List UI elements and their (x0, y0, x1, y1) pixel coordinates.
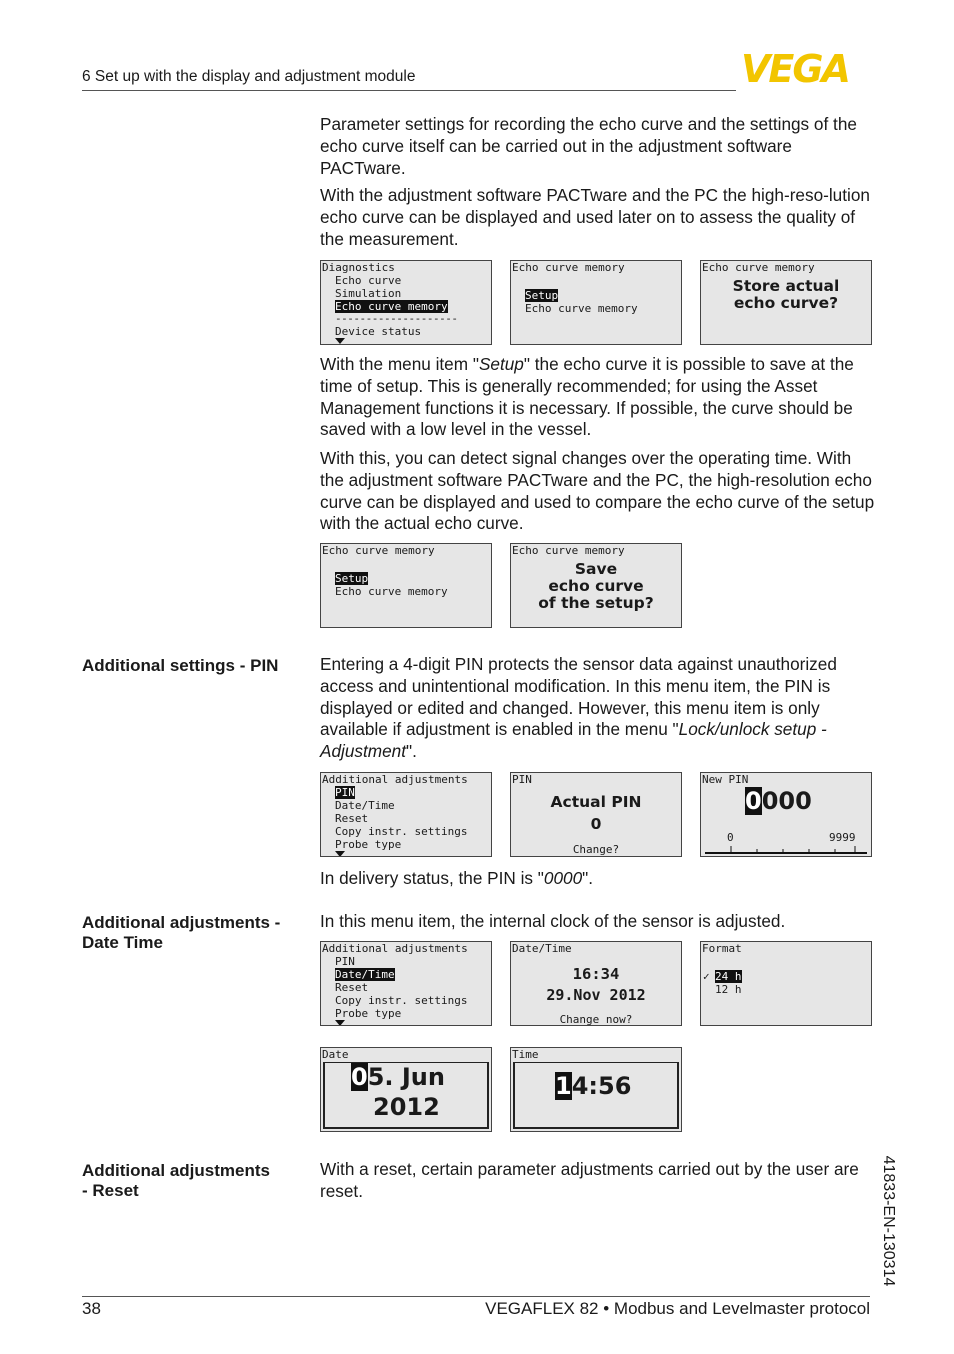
heading-pin: Additional settings - PIN (82, 656, 279, 675)
screen-title: New PIN (702, 773, 749, 786)
paragraph-delivery-pin: In delivery status, the PIN is "0000". (320, 868, 594, 888)
screen-title: Echo curve memory (322, 544, 435, 557)
format-option: 12 h (715, 983, 742, 996)
time-value: 16:34 (572, 965, 620, 983)
screen-title: Format (702, 942, 742, 955)
date-day-month: 05. Jun (351, 1063, 445, 1091)
menu-item: Echo curve memory (525, 302, 638, 315)
menu-item-selected: Echo curve memory (335, 300, 448, 313)
header-rule (82, 90, 736, 91)
screen-title: Echo curve memory (702, 261, 815, 274)
scroll-down-icon (335, 338, 345, 344)
change-prompt: Change? (572, 843, 620, 856)
screen-pin (510, 772, 682, 857)
heading-reset: Additional adjustments - Reset (82, 1161, 270, 1200)
paragraph-setup: With the menu item "Setup" the echo curve it is possible to save at the time of setup. This is generally recommended; for using the Asset Management functions it is necessary. If possible, the curve should be saved with a low level in the vessel. (320, 354, 854, 440)
paragraph-echo-settings: Parameter settings for recording the echo curve and the settings of the echo curve itself can be carried out in the adjustment software PACTware. (320, 114, 857, 178)
screen-date-time (510, 941, 682, 1026)
range-min: 0 (727, 831, 734, 844)
menu-item: Simulation (335, 287, 402, 300)
prompt-line: echo curve? (733, 294, 839, 312)
section-header: 6 Set up with the display and adjustment module (82, 68, 416, 85)
menu-item: PIN (335, 955, 355, 968)
screen-diagnostics (320, 260, 492, 345)
menu-item: Echo curve (335, 274, 402, 287)
format-option-selected: 24 h (715, 970, 742, 983)
product-title: VEGAFLEX 82 • Modbus and Levelmaster protocol (485, 1299, 870, 1318)
screen-title: Time (512, 1048, 539, 1061)
menu-item: Probe type (335, 1007, 402, 1020)
paragraph-signal-changes: With this, you can detect signal changes over the operating time. With the adjustment software PACTware and the PC, the high-resolution echo curve can be displayed and used to compare the echo curve of the setup with the actual echo curve. (320, 448, 875, 534)
screen-title: Echo curve memory (512, 261, 625, 274)
heading-date-time: Additional adjustments - Date Time (82, 913, 281, 952)
screen-date (320, 1047, 492, 1132)
pin-scale (705, 843, 867, 855)
date-year: 2012 (373, 1093, 440, 1121)
menu-item: Reset (335, 812, 369, 825)
svg-text:VEGA: VEGA (741, 52, 849, 84)
prompt-line: Store actual (732, 277, 840, 295)
screen-title: PIN (512, 773, 532, 786)
paragraph-clock: In this menu item, the internal clock of the sensor is adjusted. (320, 911, 786, 931)
date-value: 29.Nov 2012 (546, 986, 646, 1004)
screen-echo-memory (510, 260, 682, 345)
menu-item-selected: Setup (335, 572, 369, 585)
screen-new-pin (700, 772, 872, 857)
screen-title: Diagnostics (322, 261, 395, 274)
pin-value: 0 (590, 815, 602, 833)
change-prompt: Change now? (559, 1013, 633, 1026)
prompt-line: echo curve (548, 577, 644, 595)
paragraph-pin: Entering a 4-digit PIN protects the sensor data against unauthorized access and unintentional modification. In this menu item, the PIN is displayed or edited and changed. However, this menu item is only available if adjustment is enabled in the menu "Lock/unlock setup - Adjustment". (320, 654, 837, 762)
screen-title: Date/Time (512, 942, 572, 955)
document-number: 41833-EN-130314 (880, 1155, 897, 1287)
check-icon: ✓ (703, 970, 710, 983)
range-max: 9999 (829, 831, 856, 844)
paragraph-pactware: With the adjustment software PACTware and the PC the high-reso-lution echo curve can be displayed and used later on to assess the quality of the measurement. (320, 185, 870, 249)
menu-item-selected: PIN (335, 786, 355, 799)
new-pin-value: 0000 (745, 787, 812, 815)
time-value: 14:56 (555, 1072, 632, 1100)
page-number: 38 (82, 1299, 101, 1318)
menu-item: Copy instr. settings (335, 994, 468, 1007)
menu-item: Device status (335, 325, 422, 338)
menu-item: Probe type (335, 838, 402, 851)
screen-additional-adjustments-2 (320, 941, 492, 1026)
screen-title: Echo curve memory (512, 544, 625, 557)
screen-format (700, 941, 872, 1026)
menu-item: Copy instr. settings (335, 825, 468, 838)
screen-save-echo (510, 543, 682, 628)
menu-item: Reset (335, 981, 369, 994)
menu-separator: -------------------- (335, 312, 458, 325)
screen-title: Date (322, 1048, 349, 1061)
screen-time (510, 1047, 682, 1132)
screen-title: Additional adjustments (322, 942, 468, 955)
menu-item: Echo curve memory (335, 585, 448, 598)
screen-echo-memory-2 (320, 543, 492, 628)
prompt-line: Save (574, 560, 618, 578)
scroll-down-icon (335, 851, 345, 857)
scroll-down-icon (335, 1020, 345, 1026)
prompt-line: of the setup? (538, 594, 654, 612)
vega-logo (741, 52, 873, 84)
menu-item-selected: Date/Time (335, 968, 395, 981)
pin-label: Actual PIN (550, 793, 642, 811)
screen-additional-adjustments (320, 772, 492, 857)
menu-item: Date/Time (335, 799, 395, 812)
screen-title: Additional adjustments (322, 773, 468, 786)
paragraph-reset: With a reset, certain parameter adjustments carried out by the user are reset. (320, 1159, 859, 1201)
screen-store-echo (700, 260, 872, 345)
menu-item-selected: Setup (525, 289, 559, 302)
footer-rule (82, 1296, 870, 1297)
